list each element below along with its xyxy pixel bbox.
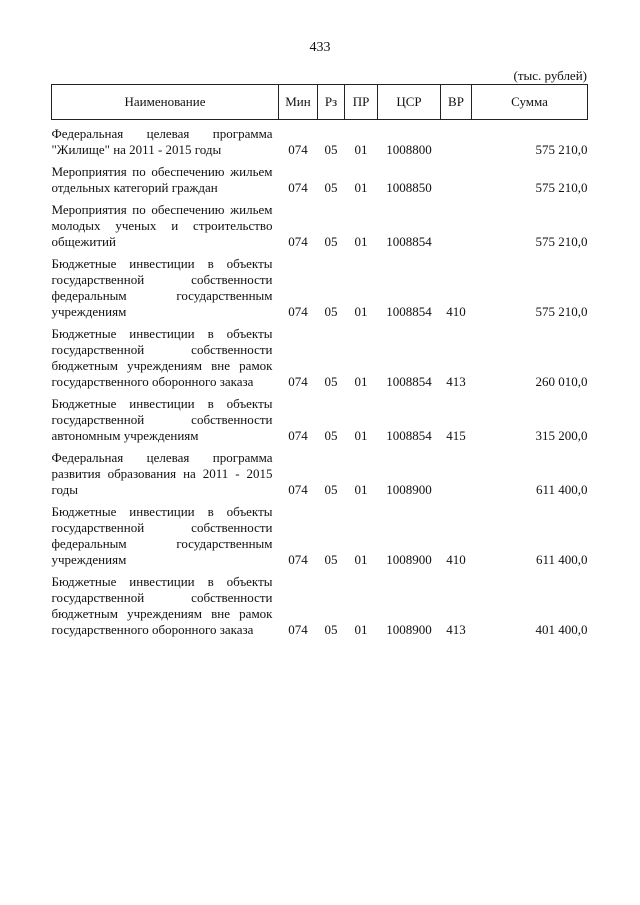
row-csr: 1008850 <box>386 180 432 195</box>
row-min: 074 <box>288 374 308 389</box>
row-pr: 01 <box>354 142 368 157</box>
row-pr: 01 <box>354 428 368 443</box>
row-name: Бюджетные инвестиции в объекты государственной собственности федеральным государственным учреждениям <box>51 256 273 319</box>
row-sum: 575 210,0 <box>535 234 588 249</box>
table-row <box>52 120 588 159</box>
row-vr: 413 <box>446 622 466 637</box>
row-sum: 611 400,0 <box>535 482 588 497</box>
row-vr <box>441 158 472 196</box>
budget-table <box>51 84 588 638</box>
row-rz: 05 <box>324 482 338 497</box>
header-sum: Сумма <box>472 85 588 120</box>
row-rz: 05 <box>324 428 338 443</box>
row-csr: 1008800 <box>386 142 432 157</box>
row-sum: 315 200,0 <box>535 428 588 443</box>
row-pr: 01 <box>354 304 368 319</box>
row-name: Федеральная целевая программа "Жилище" на 2011 - 2015 годы <box>51 126 273 157</box>
header-csr: ЦСР <box>378 85 441 120</box>
row-name: Бюджетные инвестиции в объекты государственной собственности автономным учреждениям <box>51 396 273 443</box>
row-sum: 401 400,0 <box>535 622 588 637</box>
table-row <box>52 158 588 196</box>
header-pr: ПР <box>345 85 378 120</box>
row-csr: 1008854 <box>386 374 432 389</box>
header-min: Мин <box>279 85 318 120</box>
row-sum: 575 210,0 <box>535 180 588 195</box>
row-min: 074 <box>288 428 308 443</box>
row-rz: 05 <box>324 142 338 157</box>
row-min: 074 <box>288 234 308 249</box>
row-rz: 05 <box>324 552 338 567</box>
row-pr: 01 <box>354 622 368 637</box>
row-vr: 410 <box>446 304 466 319</box>
row-rz: 05 <box>324 304 338 319</box>
row-rz: 05 <box>324 234 338 249</box>
row-sum: 575 210,0 <box>535 304 588 319</box>
row-pr: 01 <box>354 180 368 195</box>
row-vr: 413 <box>446 374 466 389</box>
table-row <box>52 498 588 568</box>
table-row <box>52 250 588 320</box>
row-name: Мероприятия по обеспечению жильем отдельных категорий граждан <box>51 164 273 195</box>
row-csr: 1008854 <box>386 234 432 249</box>
row-csr: 1008854 <box>386 428 432 443</box>
row-csr: 1008900 <box>386 552 432 567</box>
row-vr <box>441 196 472 250</box>
row-sum: 575 210,0 <box>535 142 588 157</box>
header-name: Наименование <box>52 85 279 120</box>
table-row <box>52 444 588 498</box>
row-name: Федеральная целевая программа развития образования на 2011 - 2015 годы <box>51 450 273 497</box>
table-row <box>52 568 588 638</box>
row-rz: 05 <box>324 374 338 389</box>
row-name: Мероприятия по обеспечению жильем молодых ученых и строительство общежитий <box>51 202 273 249</box>
row-min: 074 <box>288 552 308 567</box>
row-pr: 01 <box>354 482 368 497</box>
row-name: Бюджетные инвестиции в объекты государственной собственности федеральным государственным учреждениям <box>51 504 273 567</box>
row-min: 074 <box>288 180 308 195</box>
row-pr: 01 <box>354 374 368 389</box>
row-vr: 410 <box>446 552 466 567</box>
page-number: 433 <box>309 40 331 55</box>
header-row <box>52 85 588 120</box>
row-name: Бюджетные инвестиции в объекты государственной собственности бюджетным учреждениям вне рамок государственного оборонного заказа <box>51 574 273 637</box>
row-min: 074 <box>288 482 308 497</box>
row-pr: 01 <box>354 552 368 567</box>
row-name: Бюджетные инвестиции в объекты государственной собственности бюджетным учреждениям вне рамок государственного оборонного заказа <box>51 326 273 389</box>
row-pr: 01 <box>354 234 368 249</box>
row-rz: 05 <box>324 180 338 195</box>
header-vr: ВР <box>441 85 472 120</box>
table-row <box>52 390 588 444</box>
row-vr <box>441 120 472 159</box>
row-min: 074 <box>288 304 308 319</box>
row-sum: 260 010,0 <box>535 374 588 389</box>
row-csr: 1008900 <box>386 622 432 637</box>
row-vr <box>441 444 472 498</box>
row-csr: 1008854 <box>386 304 432 319</box>
row-rz: 05 <box>324 622 338 637</box>
header-rz: Рз <box>318 85 345 120</box>
row-min: 074 <box>288 622 308 637</box>
table-row <box>52 196 588 250</box>
row-vr: 415 <box>446 428 466 443</box>
row-csr: 1008900 <box>386 482 432 497</box>
row-sum: 611 400,0 <box>535 552 588 567</box>
table-row <box>52 320 588 390</box>
row-min: 074 <box>288 142 308 157</box>
units-label: (тыс. рублей) <box>513 68 587 83</box>
